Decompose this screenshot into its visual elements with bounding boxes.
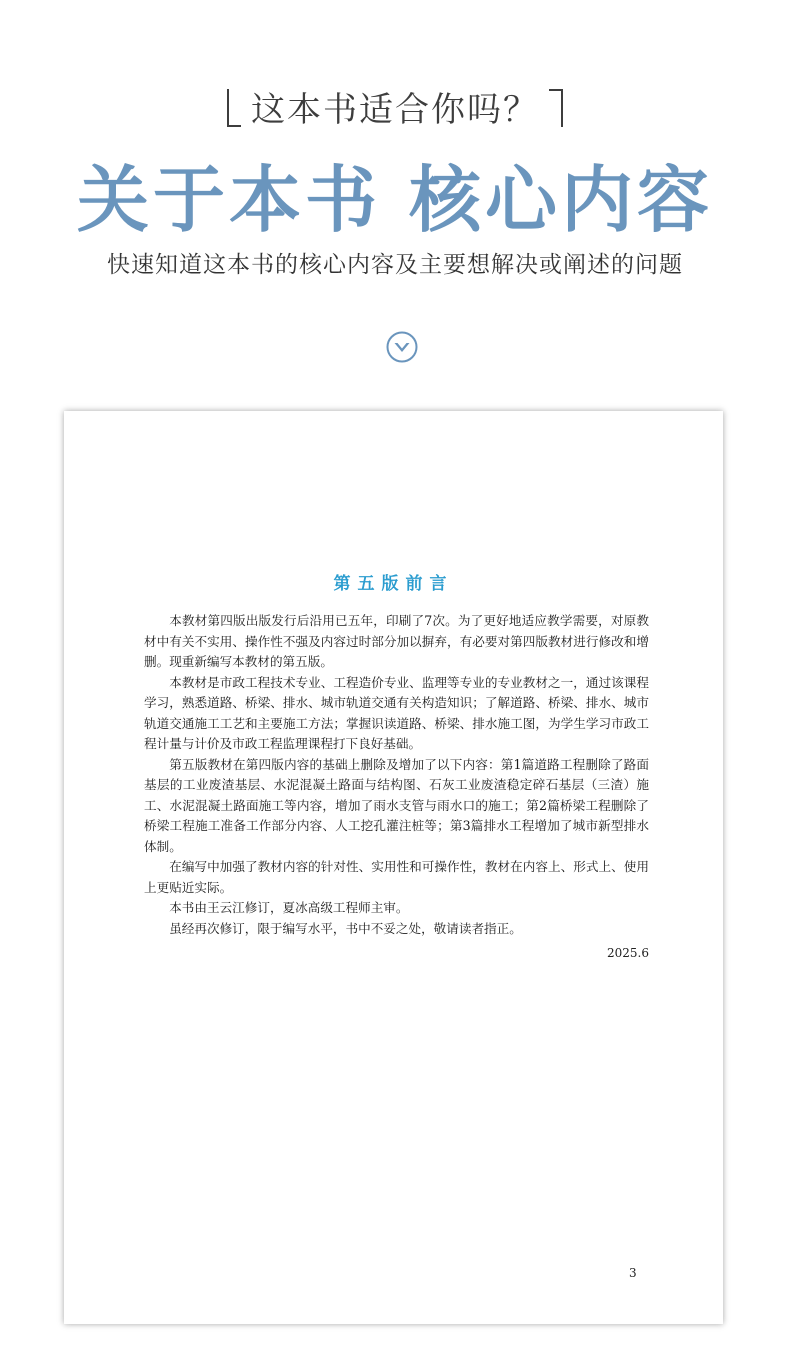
paragraph-5: 本书由王云江修订，夏冰高级工程师主审。	[169, 900, 409, 915]
page-title	[0, 142, 790, 246]
bracket-right-icon	[549, 89, 563, 127]
title-part-2: 核心内容	[409, 157, 714, 242]
paragraph-2: 本教材是市政工程技术专业、工程造价专业、监理等专业的专业教材之一，通过该课程学习，熟悉道路、桥梁、排水、城市轨道交通有关构造知识；了解道路、桥梁、排水、城市轨道交通施工工艺和主要施工方法；掌握识读道路、桥梁、排水施工图，为学生学习市政工程计量与计价及市政工程监理课程打下良好基础。	[144, 674, 649, 751]
paragraph-6: 虽经再次修订，限于编写水平，书中不妥之处，敬请读者指正。	[169, 920, 522, 936]
paragraph-1: 本教材第四版出版发行后沿用已五年，印刷了7次。为了更好地适应教学需要，对原教材中有关不实用、操作性不强及内容过时部分加以摒弃，有必要对第四版教材进行修改和增删。现重新编写本教材的第五版。	[144, 613, 649, 669]
preface-date: 2025.6	[607, 946, 649, 960]
paragraph-4: 在编写中加强了教材内容的针对性、实用性和可操作性，教材在内容上、形式上、使用上更贴近实际。	[144, 859, 649, 895]
document-page	[64, 411, 723, 1324]
preface-title: 第五版前言	[333, 574, 454, 594]
title-part-1: 关于本书	[76, 157, 381, 242]
kicker-text: 这本书适合你吗？	[251, 90, 539, 130]
page-header	[0, 0, 790, 400]
kicker-heading	[0, 82, 790, 131]
page-subtitle: 快速知道这本书的核心内容及主要想解决或阐述的问题	[107, 252, 683, 278]
paragraph-3: 第五版教材在第四版内容的基础上删除及增加了以下内容：第1篇道路工程删除了路面基层的工业废渣基层、水泥混凝土路面与结构图、石灰工业废渣稳定碎石基层（三渣）施工、水泥混凝土路面施工等内容，增加了雨水支管与雨水口的施工；第2篇桥梁工程删除了桥梁工程施工准备工作部分内容、人工挖孔灌注桩等；第3篇排水工程增加了城市新型排水体制。	[144, 756, 649, 854]
preface-body	[144, 611, 649, 939]
chevron-down-circle-icon	[386, 331, 418, 363]
page-number: 3	[629, 1266, 637, 1280]
bracket-left-icon	[227, 89, 241, 127]
